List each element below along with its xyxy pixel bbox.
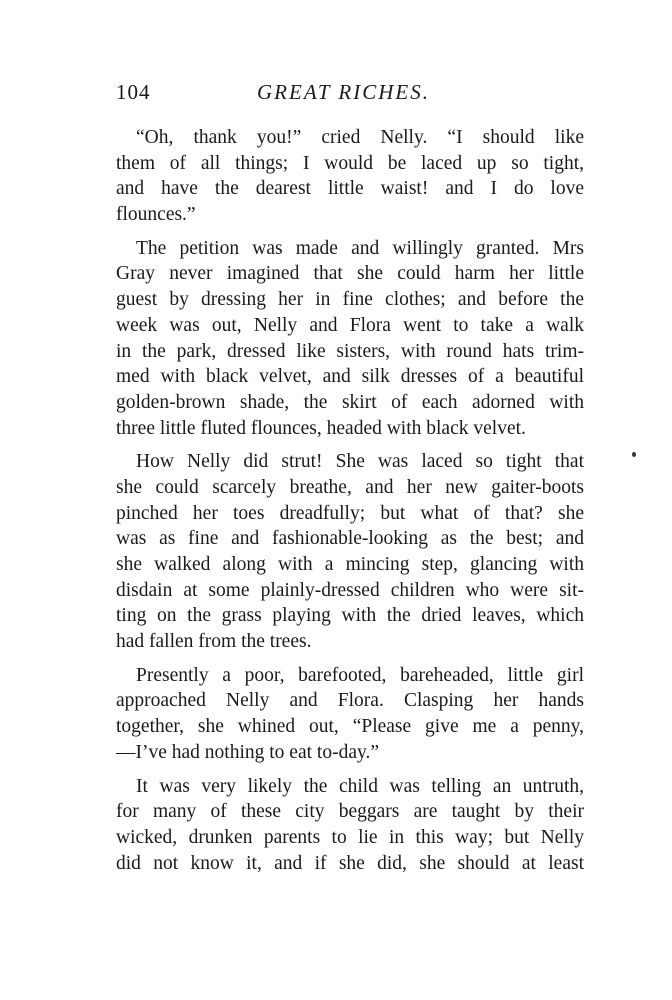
text-line: Gray never imagined that she could harm her little xyxy=(116,263,584,285)
text-line: The petition was made and willingly granted. Mrs xyxy=(136,237,584,259)
page-header xyxy=(116,80,443,110)
text-line: week was out, Nelly and Flora went to take a walk xyxy=(116,314,584,336)
page-number: 104 xyxy=(116,80,151,104)
text-line: “Oh, thank you!” cried Nelly. “I should like xyxy=(136,127,584,148)
text-line: pinched her toes dreadfully; but what of that? she xyxy=(116,502,584,524)
text-line: did not know it, and if she did, she should at least xyxy=(116,852,584,874)
text-line: guest by dressing her in fine clothes; and before the xyxy=(116,289,584,311)
text-line: and have the dearest little waist! and I do love xyxy=(116,178,584,200)
running-title: GREAT RICHES. xyxy=(257,80,430,104)
paragraph xyxy=(116,125,584,228)
text-line: together, she whined out, “Please give me a penny, xyxy=(116,716,584,738)
paragraph xyxy=(116,449,584,655)
text-line: approached Nelly and Flora. Clasping her hands xyxy=(116,690,584,712)
text-line: How Nelly did strut! She was laced so tight that xyxy=(136,451,584,473)
text-line: disdain at some plainly-dressed children who were sit- xyxy=(116,579,584,601)
text-line: Presently a poor, barefooted, bareheaded, little girl xyxy=(136,664,584,686)
text-line: had fallen from the trees. xyxy=(116,631,312,653)
paragraph xyxy=(116,663,584,766)
text-line: was as fine and fashionable-looking as the best; and xyxy=(116,528,584,550)
text-line: golden-brown shade, the skirt of each adorned with xyxy=(116,391,584,413)
text-line: It was very likely the child was telling an untruth, xyxy=(136,775,584,797)
text-line: three little fluted flounces, headed with black velvet. xyxy=(116,417,526,439)
text-line: med with black velvet, and silk dresses of a beautiful xyxy=(116,366,584,388)
text-line: flounces.” xyxy=(116,204,196,226)
text-line: in the park, dressed like sisters, with round hats trim- xyxy=(116,340,584,362)
text-line: them of all things; I would be laced up so tight, xyxy=(116,152,584,174)
text-line: for many of these city beggars are taught by their xyxy=(116,801,584,823)
paragraph xyxy=(116,774,584,877)
text-line: she walked along with a mincing step, glancing with xyxy=(116,554,584,575)
paragraph xyxy=(116,236,584,442)
text-line: wicked, drunken parents to lie in this way; but Nelly xyxy=(116,826,584,848)
text-line: ting on the grass playing with the dried leaves, which xyxy=(116,605,584,627)
body-text xyxy=(116,125,584,884)
text-line: she could scarcely breathe, and her new gaiter-boots xyxy=(116,476,584,498)
text-line: —I’ve had nothing to eat to-day.” xyxy=(116,741,379,763)
ink-speck xyxy=(632,452,636,457)
